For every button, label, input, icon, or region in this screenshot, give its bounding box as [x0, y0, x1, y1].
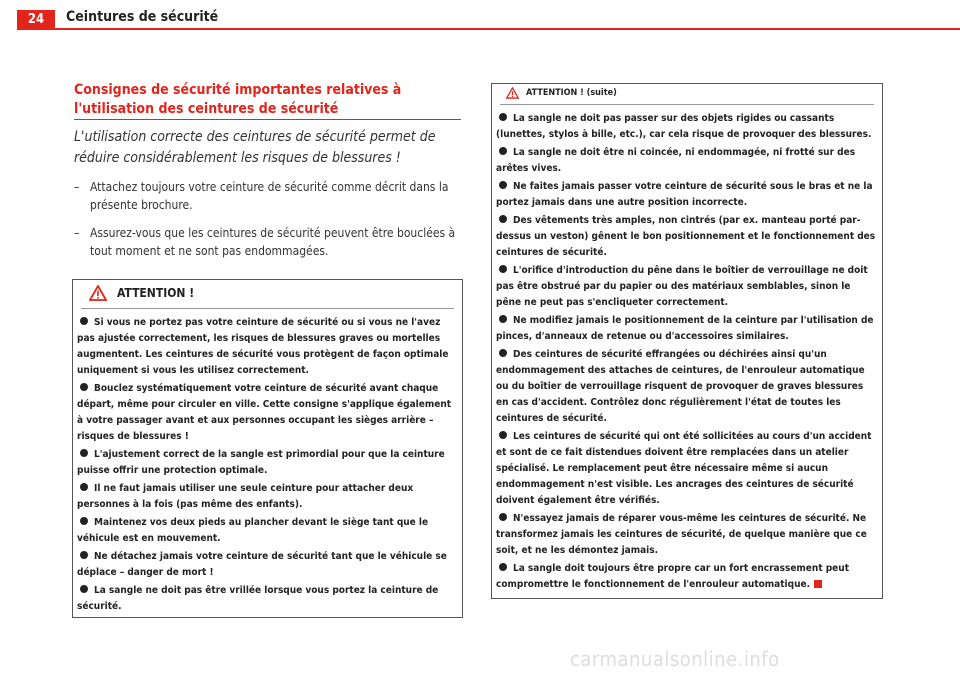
- bullet-icon: [499, 181, 507, 189]
- bullet-icon: [80, 517, 88, 525]
- instruction-item: – Attachez toujours votre ceinture de sécurité comme décrit dans la présente brochure.: [74, 178, 466, 214]
- warning-text: Il ne faut jamais utiliser une seule ceinture pour attacher deux personnes à la fois (pas même des enfants).: [77, 483, 414, 510]
- bullet-icon: [499, 513, 507, 521]
- section-rule: [74, 119, 461, 120]
- attention-box-title: ATTENTION !: [117, 286, 195, 300]
- bullet-icon: [499, 563, 507, 571]
- bullet-icon: [499, 113, 507, 121]
- instruction-item: – Assurez-vous que les ceintures de sécurité peuvent être bouclées à tout moment et ne sont pas endommagées.: [74, 224, 466, 260]
- bullet-icon: [499, 349, 507, 357]
- attention-continued-title: ATTENTION ! (suite): [526, 88, 617, 98]
- warning-text: La sangle ne doit pas être vrillée lorsque vous portez la ceinture de sécurité.: [77, 585, 439, 612]
- instruction-list: [74, 178, 466, 270]
- watermark: carmanualsonline.info: [570, 647, 780, 671]
- warning-text: N'essayez jamais de réparer vous-même les ceintures de sécurité. Ne transformez jamais les ceintures de sécurité, de quelque manière que ce soit, et ne les démontez jamais.: [496, 513, 867, 556]
- warning-text: Des vêtements très amples, non cintrés (par ex. manteau porté par-dessus un veston) gênent le bon positionnement et le fonctionnement des ceintures de sécurité.: [496, 215, 876, 258]
- attention-continued-body: [492, 105, 882, 599]
- warning-text: Maintenez vos deux pieds au plancher devant le siège tant que le véhicule est en mouvement.: [77, 517, 429, 544]
- attention-box-header: [81, 280, 454, 309]
- warning-item: [496, 213, 878, 261]
- warning-text: Ne modifiez jamais le positionnement de la ceinture par l'utilisation de pinces, d'anneaux de retenue ou d'accessoires similaires.: [496, 315, 874, 342]
- warning-item: [77, 481, 458, 513]
- bullet-icon: [80, 585, 88, 593]
- warning-item: [496, 347, 878, 427]
- attention-continued-box: [491, 83, 883, 599]
- warning-text: La sangle doit toujours être propre car un fort encrassement peut compromettre le fonctionnement de l'enrouleur automatique.: [496, 563, 849, 590]
- page-header: [0, 0, 960, 27]
- bullet-icon: [80, 483, 88, 491]
- warning-icon: [506, 87, 519, 99]
- warning-item: [77, 381, 458, 445]
- warning-item: [496, 511, 878, 559]
- warning-item: [77, 515, 458, 547]
- bullet-icon: [499, 431, 507, 439]
- bullet-icon: [80, 449, 88, 457]
- warning-text: Ne détachez jamais votre ceinture de sécurité tant que le véhicule se déplace – danger de mort !: [77, 551, 447, 578]
- warning-item: [496, 313, 878, 345]
- warning-item: [77, 549, 458, 581]
- attention-box: [72, 279, 463, 618]
- warning-item: [496, 111, 878, 143]
- warning-icon: [89, 285, 107, 301]
- warning-item: [496, 145, 878, 177]
- section-title: Consignes de sécurité importantes relatives à l'utilisation des ceintures de sécurité: [74, 82, 402, 117]
- header-rule: [55, 28, 960, 30]
- warning-text: La sangle ne doit pas passer sur des objets rigides ou cassants (lunettes, stylos à bille, etc.), car cela risque de provoquer des blessures.: [496, 113, 872, 140]
- bullet-icon: [499, 215, 507, 223]
- warning-item: [496, 561, 878, 593]
- warning-item: [77, 583, 458, 615]
- bullet-icon: [499, 265, 507, 273]
- warning-text: Ne faites jamais passer votre ceinture de sécurité sous le bras et ne la portez jamais dans une autre position incorrecte.: [496, 181, 873, 208]
- warning-text: La sangle ne doit être ni coincée, ni endommagée, ni frotté sur des arêtes vives.: [496, 147, 856, 174]
- header-title: Ceintures de sécurité: [66, 9, 219, 25]
- bullet-icon: [80, 317, 88, 325]
- attention-box-body: [73, 309, 462, 621]
- warning-item: [496, 263, 878, 311]
- warning-text: Les ceintures de sécurité qui ont été sollicitées au cours d'un accident et sont de ce fait distendues doivent être remplacées dans un atelier spécialisé. Le remplacement peut être nécessaire même si aucun endommagement n'est visible. Les ancrages des ceintures de sécurité doivent également être vérifiés.: [496, 431, 872, 506]
- page-number: 24: [17, 10, 55, 30]
- warning-item: [77, 447, 458, 479]
- warning-text: Des ceintures de sécurité effrangées ou déchirées ainsi qu'un endommagement des attaches de ceintures, de l'enrouleur automatique ou du boîtier de verrouillage risquent de provoquer de graves blessures en cas d'accident. Contrôlez donc régulièrement l'état de toutes les ceintures de sécurité.: [496, 349, 865, 424]
- warning-text: Bouclez systématiquement votre ceinture de sécurité avant chaque départ, même pour circuler en ville. Cette consigne s'applique également à votre passager avant et aux personnes occupant les sièges arrière – risques de blessures !: [77, 383, 452, 442]
- bullet-icon: [499, 315, 507, 323]
- warning-item: [77, 315, 458, 379]
- bullet-icon: [80, 383, 88, 391]
- section-intro: L'utilisation correcte des ceintures de sécurité permet de réduire considérablement les risques de blessures !: [74, 129, 436, 166]
- warning-text: L'ajustement correct de la sangle est primordial pour que la ceinture puisse offrir une protection optimale.: [77, 449, 445, 476]
- attention-continued-header: [500, 84, 874, 105]
- bullet-icon: [80, 551, 88, 559]
- warning-text: L'orifice d'introduction du pêne dans le boîtier de verrouillage ne doit pas être obstrué par du papier ou des matériaux semblables, sinon le pêne ne peut pas s'encliqueter correctement.: [496, 265, 868, 308]
- warning-item: [496, 429, 878, 509]
- bullet-icon: [499, 147, 507, 155]
- end-of-section-icon: [814, 580, 822, 588]
- warning-text: Si vous ne portez pas votre ceinture de sécurité ou si vous ne l'avez pas ajustée correctement, les risques de blessures graves ou mortelles augmentent. Les ceintures de sécurité vous protègent de façon optimale uniquement si vous les utilisez correctement.: [77, 317, 449, 376]
- warning-item: [496, 179, 878, 211]
